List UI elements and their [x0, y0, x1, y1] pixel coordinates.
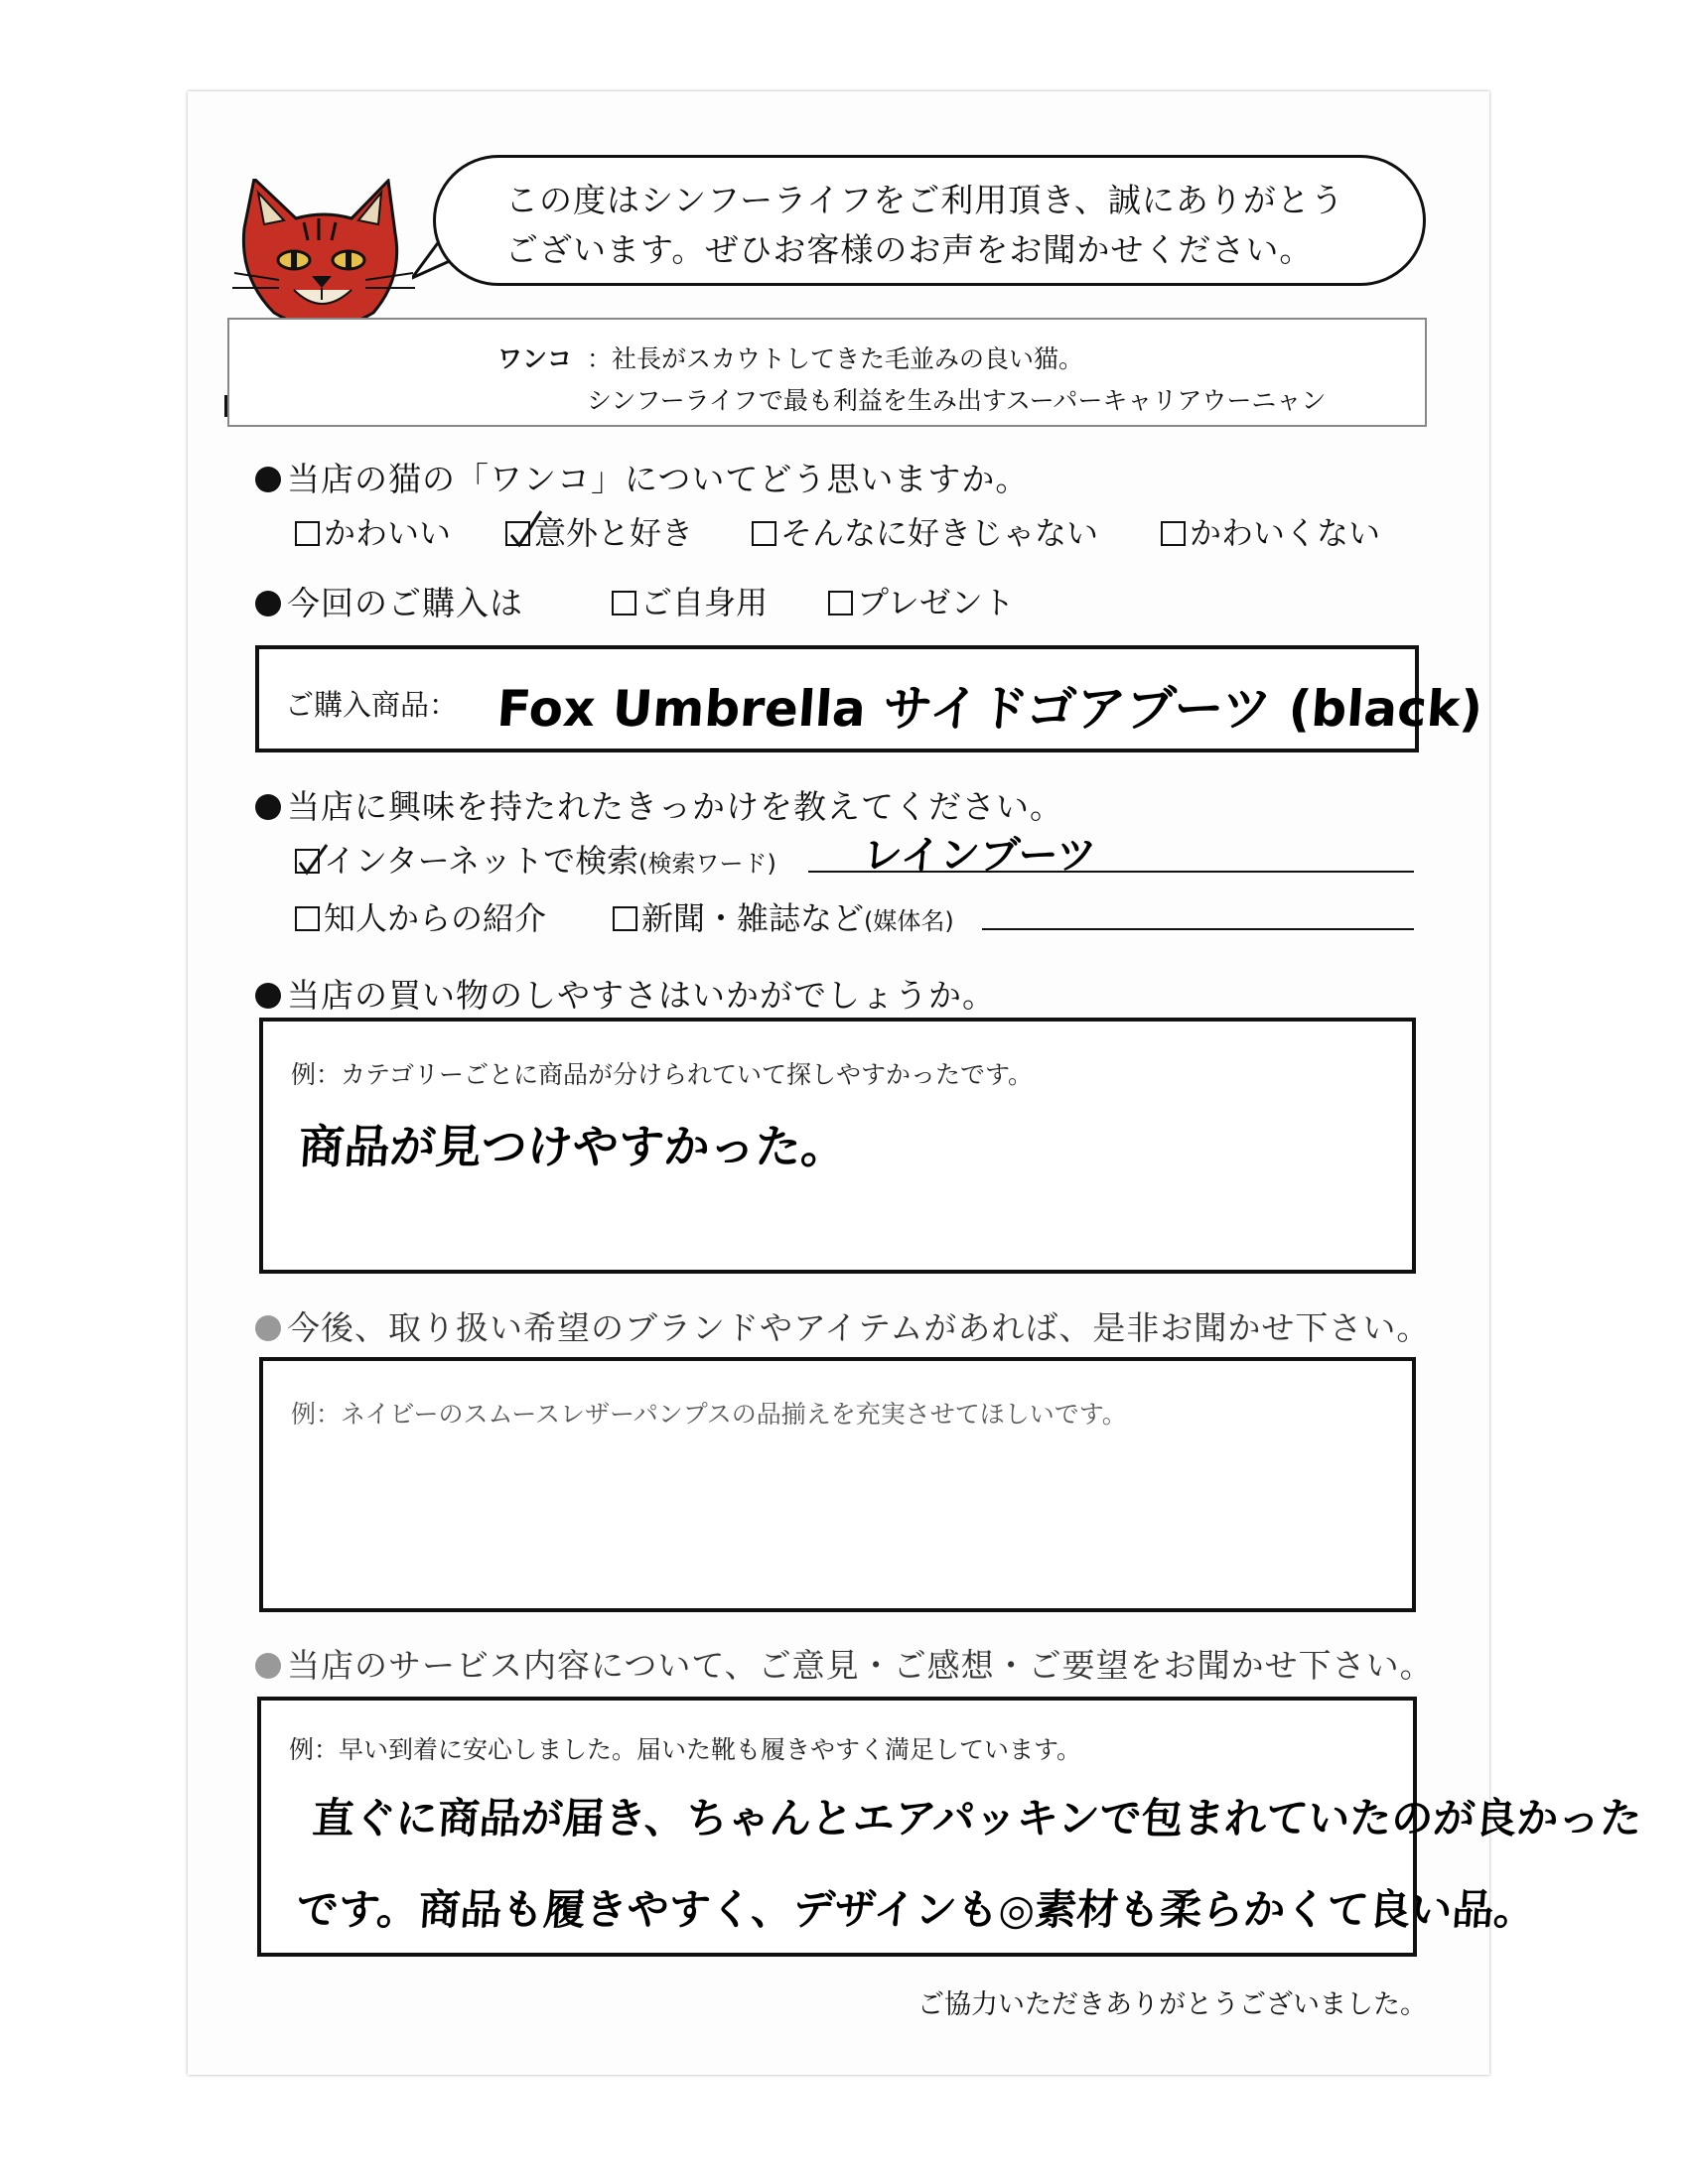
- q6-example: 例：早い到着に安心しました。届いた靴も履きやすく満足しています。: [289, 1735, 1082, 1764]
- q3-question: 当店に興味を持たれたきっかけを教えてください。: [255, 781, 1063, 828]
- bullet-icon: [255, 1315, 281, 1341]
- check-mark-icon: [509, 509, 545, 549]
- q6-answer-line-1[interactable]: 直ぐに商品が届き、ちゃんとエアパッキンで包まれていたのが良かった: [311, 1794, 1644, 1843]
- greeting-line-2: ございます。ぜひお客様のお声をお聞かせください。: [505, 230, 1314, 269]
- q6-answer-box[interactable]: [257, 1697, 1644, 1957]
- greeting-speech-bubble: [433, 155, 1426, 286]
- bullet-icon: [255, 983, 281, 1009]
- bullet-icon: [255, 794, 281, 820]
- check-mark-icon: [297, 843, 331, 877]
- checkbox[interactable]: [828, 591, 853, 615]
- q1-option-kawaikunai[interactable]: かわいくない: [1161, 508, 1380, 554]
- greeting-line-1: この度はシンフーライフをご利用頂き、誠にありがとう: [505, 181, 1344, 219]
- mascot-description: [227, 318, 1427, 427]
- purchased-product-box: [255, 645, 1485, 752]
- search-word-answer[interactable]: レインブーツ: [861, 833, 1098, 879]
- q4-answer[interactable]: 商品が見つけやすかった。: [296, 1120, 849, 1173]
- checkbox[interactable]: [1161, 521, 1186, 546]
- bullet-icon: [255, 591, 281, 616]
- mascot-desc-line-1: ：社長がスカウトしてきた毛並みの良い猫。: [587, 344, 1084, 373]
- q4-question: 当店の買い物のしやすさはいかがでしょうか。: [255, 970, 996, 1017]
- checkbox[interactable]: [752, 521, 776, 546]
- q5-question: 今後、取り扱い希望のブランドやアイテムがあれば、是非お聞かせ下さい。: [255, 1302, 1430, 1349]
- q2-option-self[interactable]: ご自身用: [612, 578, 768, 623]
- bullet-icon: [255, 1653, 281, 1679]
- q5-example: 例：ネイビーのスムースレザーパンプスの品揃えを充実させてほしいです。: [291, 1400, 1127, 1429]
- q2-question: 今回のご購入は: [255, 578, 523, 624]
- q5-answer-box[interactable]: [259, 1357, 1416, 1612]
- survey-card: [188, 91, 1644, 2075]
- checkbox[interactable]: [612, 591, 636, 615]
- product-value[interactable]: Fox Umbrella サイドゴアブーツ (black): [494, 680, 1485, 738]
- checkbox[interactable]: [295, 521, 320, 546]
- q3-option-internet[interactable]: インターネットで検索(検索ワード): [295, 836, 776, 882]
- media-name-line: [982, 928, 1414, 930]
- q6-question: 当店のサービス内容について、ご意見・ご感想・ご要望をお聞かせ下さい。: [255, 1640, 1434, 1687]
- q3-option-friend[interactable]: 知人からの紹介: [295, 893, 546, 939]
- q4-answer-box[interactable]: [259, 1018, 1416, 1274]
- checkbox[interactable]: [613, 906, 637, 931]
- q1-question: 当店の猫の「ワンコ」についてどう思いますか。: [255, 454, 1029, 500]
- q4-example: 例：カテゴリーごとに商品が分けられていて探しやすかったです。: [291, 1060, 1034, 1089]
- mascot-name: ワンコ: [497, 344, 573, 373]
- bullet-icon: [255, 467, 281, 492]
- checkbox-checked[interactable]: [295, 849, 320, 874]
- checkbox-checked[interactable]: [505, 521, 530, 546]
- checkbox[interactable]: [295, 906, 320, 931]
- product-label: ご購入商品：: [285, 688, 459, 722]
- q3-option-media[interactable]: 新聞・雑誌など(媒体名): [613, 893, 954, 939]
- q1-option-sonnani[interactable]: そんなに好きじゃない: [752, 508, 1098, 554]
- q6-answer-line-2[interactable]: です。商品も履きやすく、デザインも◎素材も柔らかくて良い品。: [295, 1885, 1538, 1934]
- q2-option-present[interactable]: プレゼント: [828, 578, 1015, 623]
- mascot-desc-line-2: シンフーライフで最も利益を生み出すスーパーキャリアウーニャン: [587, 386, 1327, 415]
- footer-thanks: ご協力いただきありがとうございました。: [917, 1989, 1427, 2020]
- q1-option-kawaii[interactable]: かわいい: [295, 508, 451, 554]
- q1-option-igai-to-suki[interactable]: 意外と好き: [505, 508, 693, 554]
